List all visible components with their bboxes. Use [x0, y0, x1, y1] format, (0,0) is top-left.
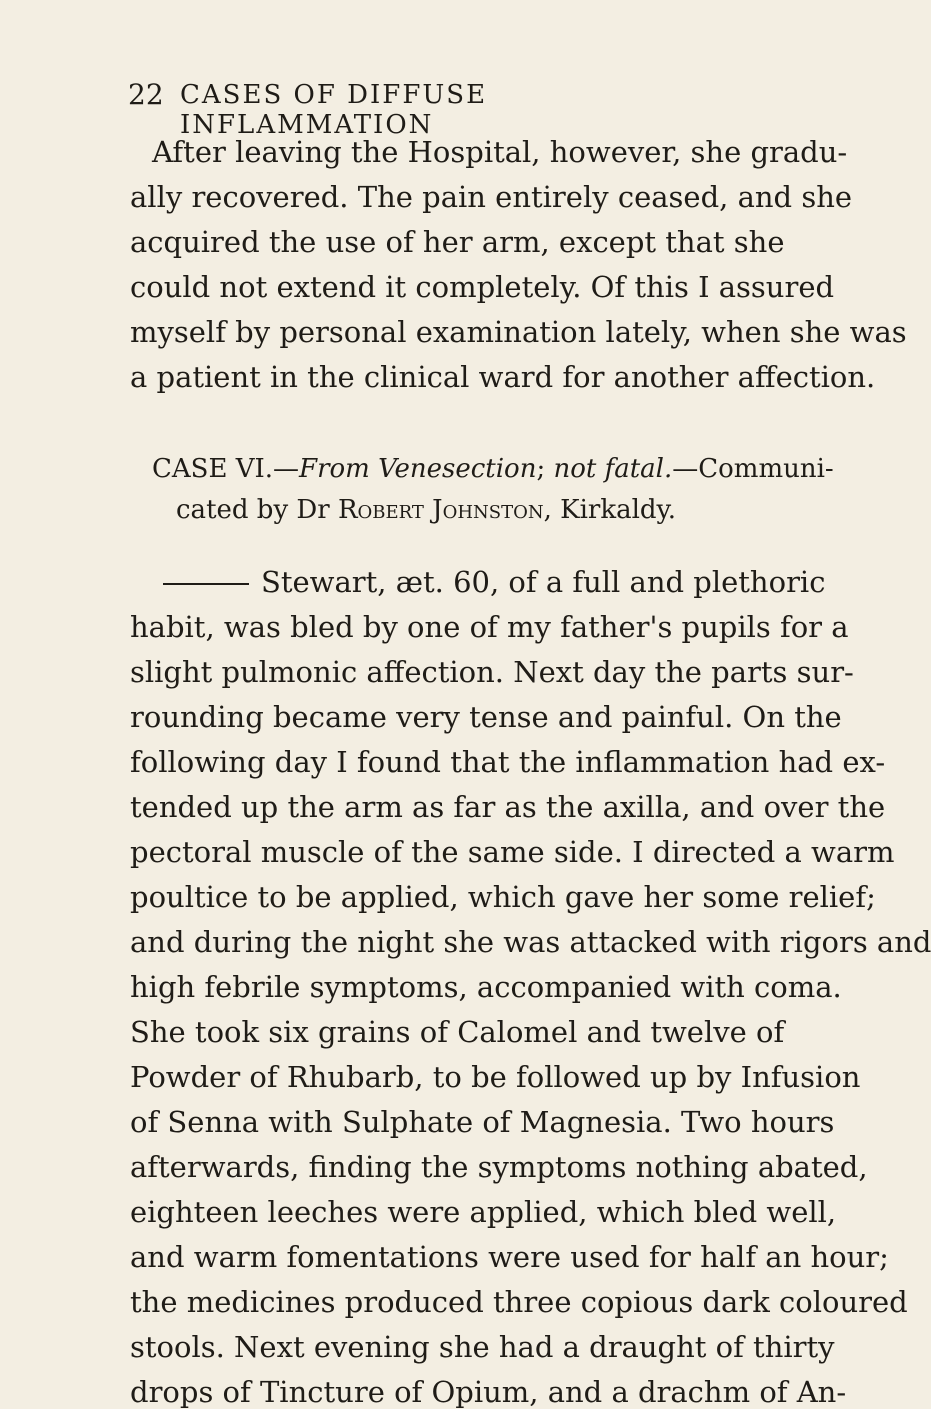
text-line: rounding became very tense and painful. On the	[130, 700, 842, 734]
text-line: pectoral muscle of the same side. I directed a warm	[130, 835, 895, 869]
text-line: of Senna with Sulphate of Magnesia. Two hours	[130, 1105, 835, 1139]
text-line: She took six grains of Calomel and twelve of	[130, 1015, 785, 1049]
text-line: ally recovered. The pain entirely ceased, and she	[130, 180, 853, 214]
text-line: and during the night she was attacked with rigors and	[130, 925, 931, 959]
page-number: 22	[128, 78, 164, 111]
case-line2-a: cated by Dr	[176, 495, 338, 525]
text-line: habit, was bled by one of my father's pupils for a	[130, 610, 849, 644]
case-heading-line-2	[176, 495, 677, 525]
text-line: poultice to be applied, which gave her some relief;	[130, 880, 876, 914]
first-line-text: Stewart, æt. 60, of a full and plethoric	[261, 565, 826, 599]
running-head: CASES OF DIFFUSE INFLAMMATION	[180, 80, 488, 140]
text-line: acquired the use of her arm, except that she	[130, 225, 785, 259]
case-label: CASE VI.	[152, 454, 274, 484]
case-heading-line-1	[152, 454, 834, 484]
text-line: Powder of Rhubarb, to be followed up by Infusion	[130, 1060, 861, 1094]
text-line: high febrile symptoms, accompanied with coma.	[130, 970, 842, 1004]
text-line: and warm fomentations were used for half an hour;	[130, 1240, 889, 1274]
case-sep: ;	[536, 454, 554, 484]
text-line: could not extend it completely. Of this I assured	[130, 270, 835, 304]
case-line1-rest: —Communi-	[672, 454, 834, 484]
text-line: the medicines produced three copious dark coloured	[130, 1285, 908, 1319]
text-line: tended up the arm as far as the axilla, and over the	[130, 790, 886, 824]
text-line-first	[163, 565, 826, 599]
case-source: From Venesection	[299, 454, 537, 484]
name-dash	[163, 583, 249, 585]
case-line2-b: , Kirkaldy.	[543, 495, 677, 525]
text-line: After leaving the Hospital, however, she gradu-	[152, 135, 848, 169]
text-line: following day I found that the inflammation had ex-	[130, 745, 886, 779]
text-line: eighteen leeches were applied, which bled well,	[130, 1195, 837, 1229]
page-header	[128, 78, 668, 140]
text-line: slight pulmonic affection. Next day the parts sur-	[130, 655, 854, 689]
text-line: stools. Next evening she had a draught of thirty	[130, 1330, 835, 1364]
text-line: myself by personal examination lately, when she was	[130, 315, 907, 349]
text-line: a patient in the clinical ward for another affection.	[130, 360, 876, 394]
case-outcome: not fatal.	[553, 454, 673, 484]
text-line: afterwards, finding the symptoms nothing abated,	[130, 1150, 868, 1184]
case-rest: —From Venesection; not fatal.—Communi-	[273, 454, 834, 484]
text-line: drops of Tincture of Opium, and a drachm of An-	[130, 1375, 847, 1409]
case-author: Robert Johnston	[337, 495, 544, 525]
